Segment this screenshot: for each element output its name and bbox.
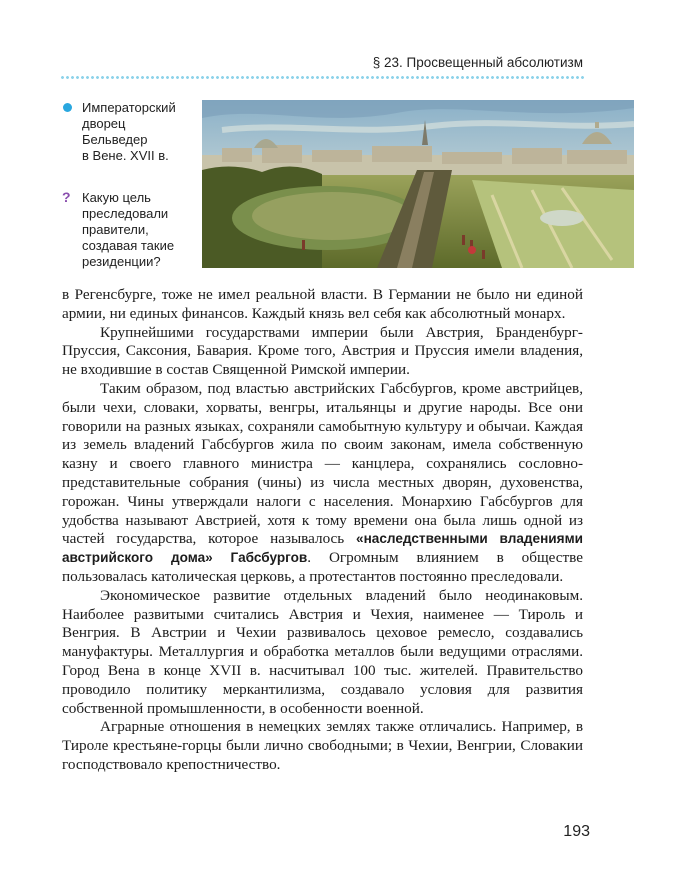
image-caption-block xyxy=(62,100,197,270)
main-text xyxy=(62,286,583,775)
paragraph: в Регенсбурге, тоже не имел реальной власти. В Германии не было ни единой армии, ни единых финансов. Каждый князь вел себя как абсолютный монарх. xyxy=(62,286,583,322)
question-line: правители, xyxy=(82,222,149,237)
belvedere-painting xyxy=(202,100,634,268)
page-number: 193 xyxy=(563,823,590,840)
running-header: § 23. Просвещенный абсолютизм xyxy=(372,55,583,70)
caption-line: дворец xyxy=(82,116,126,131)
question-line: создавая такие xyxy=(82,238,175,253)
header-dotted-divider xyxy=(60,75,585,80)
paragraph xyxy=(62,380,583,587)
caption-line: Императорский xyxy=(82,100,176,115)
review-question xyxy=(62,190,197,270)
paragraph-text: Таким образом, под властью австрийских Габсбургов, кроме австрийцев, были чехи, словаки, хорваты, венгры, итальянцы и другие народы. Все они говорили на разных языках, сохраняли самобытную культуру и обычаи. Каждая из земель владений Габсбургов жила по своим законам, имела собственную казну и своего главного министра — канцлера, сохранялись сословно-представительные собрания (чины) из числа местных дворян, духовенства, горожан. Чины утверждали налоги с населения. Монархию Габсбургов для удобства называют Австрией, хотя к тому времени она была лишь одной из частей государства, которое называлось xyxy=(62,379,583,548)
question-line: преследовали xyxy=(82,206,169,221)
caption-line: в Вене. XVII в. xyxy=(82,148,169,163)
bullet-icon xyxy=(63,103,72,112)
paragraph: Крупнейшими государствами империи были Австрия, Бранденбург-Пруссия, Саксония, Бавария. Кроме того, Австрия и Пруссия имели владения, не входившие в состав Священной Римской империи. xyxy=(62,323,583,379)
painting-illustration xyxy=(202,100,634,268)
key-term: «наследственными владениями австрийского дома» Габсбургов xyxy=(62,531,584,566)
paragraph-text: . Огромным влиянием в обществе пользовалась католическая церковь, а протестантов постоянно преследовали. xyxy=(62,549,583,585)
paragraph: Аграрные отношения в немецких землях также отличались. Например, в Тироле крестьяне-горцы были лично свободными; в Чехии, Венгрии, Словакии господствовало крепостничество. xyxy=(62,718,583,773)
question-line: резиденции? xyxy=(82,254,161,269)
image-caption xyxy=(62,100,197,164)
paragraph: Экономическое развитие отдельных владений было неодинаковым. Наиболее развитыми считались Австрия и Чехия, наименее — Тироль и Венгрия. В Австрии и Чехии развивалось цеховое ремесло, создавались мануфактуры. Металлургия и обработка металлов были ведущими отраслями. Город Вена в конце XVII в. насчитывал 100 тыс. жителей. Правительство проводило политику меркантилизма, создавало условия для развития собственной промышленности, в особенности военной. xyxy=(62,586,583,717)
question-line: Какую цель xyxy=(82,190,151,205)
caption-line: Бельведер xyxy=(82,132,148,147)
question-mark-icon: ? xyxy=(62,189,71,205)
